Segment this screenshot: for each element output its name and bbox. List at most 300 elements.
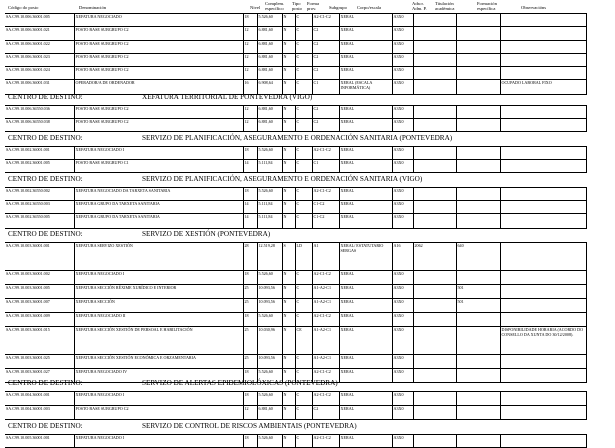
cell-complemento: 10.093,56 [257, 285, 282, 299]
cell-denominacion: POSTO BASE SUBGRUPO C2 [74, 106, 243, 119]
cell-complemento: 10.093,56 [257, 355, 282, 369]
cell-titulacion [413, 106, 456, 119]
cell-subgrupo: C2 [312, 27, 339, 41]
cell-nivel: 12 [243, 27, 257, 41]
cell-observacions [500, 27, 586, 41]
cell-titulacion [413, 355, 456, 369]
cell-nivel: 18 [243, 14, 257, 27]
cell-titulacion [413, 201, 456, 214]
table-row [5, 214, 586, 229]
cell-nivel: 12 [243, 106, 257, 119]
section-label: CENTRO DE DESTINO: [8, 93, 83, 101]
table-row [5, 14, 586, 27]
cell-tipo: N [282, 67, 295, 80]
cell-formacion [456, 201, 500, 214]
cell-adscr: A3X0 [392, 119, 413, 132]
cell-nivel: 14 [243, 160, 257, 173]
cell-forma: C [295, 27, 312, 41]
cell-code: SA.C99.10.006.36001.031 [5, 80, 74, 95]
cell-adscr: A3X0 [392, 435, 413, 448]
header-observacions: Observacións [521, 5, 547, 10]
cell-code: SA.C99.10.003.36001.025 [5, 355, 74, 369]
cell-titulacion [413, 188, 456, 201]
cell-titulacion [413, 327, 456, 355]
positions-table [5, 391, 587, 420]
cell-adscr: A3X0 [392, 271, 413, 285]
section-label: CENTRO DE DESTINO: [8, 175, 83, 183]
table-row [5, 147, 586, 160]
cell-code: SA.C99.10.002.36550.002 [5, 188, 74, 201]
cell-code: SA.C99.10.004.36001.003 [5, 406, 74, 420]
cell-nivel: 25 [243, 285, 257, 299]
table-row [5, 271, 586, 285]
cell-code: SA.C99.10.003.36001.007 [5, 299, 74, 313]
cell-complemento: 10.030,96 [257, 327, 282, 355]
table-row [5, 392, 586, 406]
cell-adscr: A3X0 [392, 299, 413, 313]
header-forma: Forma prov. [307, 1, 319, 12]
cell-observacions [500, 214, 586, 229]
cell-formacion: 640 [456, 243, 500, 271]
cell-observacions [500, 392, 586, 406]
cell-code: SA.C99.10.006.36001.023 [5, 54, 74, 67]
cell-subgrupo: A2-C1-C2 [312, 435, 339, 448]
cell-code: SA.C99.10.003.36001.001 [5, 243, 74, 271]
cell-complemento: 6.881,60 [257, 406, 282, 420]
cell-denominacion: XEFATURA NEGOCIADO DA TARXETA SANITARIA [74, 188, 243, 201]
cell-code: SA.C99.10.003.36001.009 [5, 313, 74, 327]
cell-tipo: N [282, 285, 295, 299]
cell-formacion [456, 313, 500, 327]
cell-denominacion: XEFATURA SERVIZO XESTIÓN [74, 243, 243, 271]
cell-denominacion: POSTO BASE SUBGRUPO C1 [74, 160, 243, 173]
cell-formacion [456, 41, 500, 54]
cell-formacion [456, 188, 500, 201]
cell-complemento: 6.881,60 [257, 119, 282, 132]
table-row [5, 119, 586, 132]
cell-code: SA.C99.10.003.36001.002 [5, 271, 74, 285]
cell-complemento: 6.881,60 [257, 106, 282, 119]
section-header [5, 133, 611, 144]
cell-denominacion: POSTO BASE SUBGRUPO C2 [74, 67, 243, 80]
cell-adscr: A3X0 [392, 54, 413, 67]
cell-observacions [500, 14, 586, 27]
cell-denominacion: XEFATURA NEGOCIADO I [74, 392, 243, 406]
cell-observacions [500, 119, 586, 132]
cell-formacion [456, 406, 500, 420]
section-title: SERVIZO DE PLANIFICACIÓN, ASEGURAMENTO E ORDENACIÓN SANITARIA (VIGO) [142, 175, 423, 183]
cell-formacion [456, 147, 500, 160]
cell-complemento: 5.111,84 [257, 201, 282, 214]
cell-nivel: 12 [243, 119, 257, 132]
cell-tipo: N [282, 271, 295, 285]
cell-tipo: N [282, 313, 295, 327]
cell-formacion [456, 271, 500, 285]
cell-titulacion [413, 54, 456, 67]
cell-corpo: XERAL [339, 355, 392, 369]
table-row [5, 160, 586, 173]
cell-corpo: XERAL [339, 14, 392, 27]
cell-code: SA.C99.10.002.36001.001 [5, 147, 74, 160]
table-row [5, 41, 586, 54]
cell-tipo: N [282, 147, 295, 160]
cell-forma: C [295, 355, 312, 369]
cell-forma: C [295, 119, 312, 132]
cell-complemento: 6.881,60 [257, 27, 282, 41]
section-title: XEFATURA TERRITORIAL DE PONTEVEDRA (VIGO) [142, 93, 313, 101]
cell-observacions [500, 285, 586, 299]
cell-subgrupo: A1-A2-C1 [312, 285, 339, 299]
table-row [5, 243, 586, 271]
cell-complemento: 5.526,60 [257, 271, 282, 285]
section-title: SERVIZO DE XESTIÓN (PONTEVEDRA) [142, 230, 271, 238]
cell-adscr: A3X0 [392, 188, 413, 201]
cell-titulacion [413, 406, 456, 420]
cell-subgrupo: C2 [312, 106, 339, 119]
cell-tipo: N [282, 54, 295, 67]
cell-tipo: N [282, 369, 295, 383]
cell-observacions [500, 435, 586, 448]
header-corpo: Corpo/escala [357, 5, 381, 10]
cell-denominacion: XEFATURA SECCIÓN XESTIÓN ECONÓMICA E ORZAMENTARIA [74, 355, 243, 369]
table-row [5, 327, 586, 355]
cell-tipo: N [282, 80, 295, 95]
cell-corpo: XERAL [339, 313, 392, 327]
cell-code: SA.C99.10.002.36550.005 [5, 214, 74, 229]
cell-observacions [500, 271, 586, 285]
cell-nivel: 18 [243, 435, 257, 448]
cell-complemento: 6.881,60 [257, 54, 282, 67]
cell-denominacion: XEFATURA SECCIÓN [74, 299, 243, 313]
cell-corpo: XERAL [339, 214, 392, 229]
cell-denominacion: XEFATURA NEGOCIADO [74, 14, 243, 27]
cell-observacions [500, 313, 586, 327]
cell-denominacion: POSTO BASE SUBGRUPO C2 [74, 41, 243, 54]
cell-nivel: 18 [243, 369, 257, 383]
table-row [5, 106, 586, 119]
cell-nivel: 18 [243, 271, 257, 285]
cell-nivel: 14 [243, 214, 257, 229]
cell-titulacion [413, 271, 456, 285]
cell-complemento: 5.526,60 [257, 435, 282, 448]
cell-observacions [500, 106, 586, 119]
header-adscr: Adscr. Adm. P. [412, 1, 427, 12]
cell-nivel: 25 [243, 327, 257, 355]
cell-corpo: XERAL [339, 188, 392, 201]
cell-corpo: XERAL [339, 106, 392, 119]
cell-complemento: 5.526,60 [257, 313, 282, 327]
table-row [5, 406, 586, 420]
cell-forma: C [295, 271, 312, 285]
cell-formacion [456, 160, 500, 173]
cell-tipo: S [282, 243, 295, 271]
cell-subgrupo: A2-C1-C2 [312, 188, 339, 201]
cell-complemento: 6.881,60 [257, 67, 282, 80]
cell-subgrupo: C1-C2 [312, 214, 339, 229]
cell-subgrupo: C2 [312, 41, 339, 54]
section-title: SERVIZO DE CONTROL DE RISCOS AMBIENTAIS (PONTEVEDRA) [142, 422, 357, 430]
cell-complemento: 5.111,84 [257, 160, 282, 173]
cell-formacion [456, 392, 500, 406]
positions-table [5, 13, 587, 95]
cell-nivel: 18 [243, 188, 257, 201]
section-label: CENTRO DE DESTINO: [8, 422, 83, 430]
cell-tipo: N [282, 327, 295, 355]
cell-formacion [456, 27, 500, 41]
cell-complemento: 5.526,60 [257, 14, 282, 27]
section-label: CENTRO DE DESTINO: [8, 134, 83, 142]
positions-table [5, 105, 587, 132]
cell-subgrupo: A2-C1-C2 [312, 147, 339, 160]
header-denominacion: Denominación [79, 5, 107, 10]
positions-table [5, 434, 587, 448]
cell-observacions [500, 406, 586, 420]
cell-titulacion [413, 27, 456, 41]
cell-observacions [500, 243, 586, 271]
cell-adscr: A3X0 [392, 355, 413, 369]
cell-adscr: A3X0 [392, 14, 413, 27]
cell-forma: C [295, 41, 312, 54]
cell-code: SA.C99.10.003.36001.005 [5, 285, 74, 299]
cell-forma: C [295, 160, 312, 173]
cell-nivel: 12 [243, 54, 257, 67]
cell-formacion [456, 14, 500, 27]
cell-subgrupo: C2 [312, 54, 339, 67]
cell-subgrupo: A1-A2-C1 [312, 327, 339, 355]
cell-forma: C [295, 406, 312, 420]
cell-corpo: XERAL [339, 201, 392, 214]
cell-forma: C [295, 14, 312, 27]
cell-subgrupo: A2-C1-C2 [312, 14, 339, 27]
table-row [5, 435, 586, 448]
cell-corpo: XERAL [339, 392, 392, 406]
cell-complemento: 12.519,28 [257, 243, 282, 271]
table-row [5, 67, 586, 80]
cell-adscr: A3X0 [392, 80, 413, 95]
cell-denominacion: POSTO BASE SUBGRUPO C2 [74, 119, 243, 132]
cell-nivel: 16 [243, 80, 257, 95]
cell-observacions [500, 160, 586, 173]
cell-tipo: N [282, 14, 295, 27]
cell-denominacion: OPERADOR/A DE ORDENADOR [74, 80, 243, 95]
cell-corpo: XERAL [339, 369, 392, 383]
cell-formacion [456, 106, 500, 119]
cell-nivel: 12 [243, 67, 257, 80]
header-nivel: Nivel [250, 5, 261, 10]
cell-forma: C [295, 313, 312, 327]
cell-nivel: 18 [243, 313, 257, 327]
cell-forma: C [295, 188, 312, 201]
cell-titulacion [413, 299, 456, 313]
cell-corpo: XERAL/ ESTATUTARIO SERGAS [339, 243, 392, 271]
section-header [5, 174, 611, 185]
cell-observacions: DISPONIBILIDADE HORARIA (ACORDO DO CONSELLO DA XUNTA DO 30/12/2008). [500, 327, 586, 355]
cell-subgrupo: C2 [312, 406, 339, 420]
cell-corpo: XERAL [339, 147, 392, 160]
cell-code: SA.C99.10.004.36001.001 [5, 392, 74, 406]
cell-nivel: 12 [243, 406, 257, 420]
cell-adscr: A3X0 [392, 106, 413, 119]
cell-adscr: A3X0 [392, 392, 413, 406]
cell-denominacion: POSTO BASE SUBGRUPO C2 [74, 54, 243, 67]
cell-observacions [500, 201, 586, 214]
positions-table [5, 187, 587, 229]
cell-titulacion [413, 147, 456, 160]
header-formacion: Formación específica [477, 1, 497, 12]
cell-formacion: 501 [456, 299, 500, 313]
section-label: CENTRO DE DESTINO: [8, 379, 83, 387]
cell-corpo: XERAL [339, 285, 392, 299]
cell-corpo: XERAL [339, 119, 392, 132]
section-title: SERVIZO DE ALERTAS EPIDEMIOLÓXICAS (PONTEVEDRA) [142, 379, 338, 387]
table-row [5, 285, 586, 299]
cell-forma: C [295, 147, 312, 160]
cell-forma: C [295, 214, 312, 229]
header-complemento: Complem. específico [265, 1, 285, 12]
section-header [5, 92, 611, 103]
cell-observacions [500, 188, 586, 201]
cell-formacion [456, 119, 500, 132]
cell-adscr: A16 [392, 243, 413, 271]
cell-nivel: 18 [243, 147, 257, 160]
cell-titulacion [413, 214, 456, 229]
section-label: CENTRO DE DESTINO: [8, 230, 83, 238]
cell-subgrupo: C1 [312, 80, 339, 95]
cell-formacion [456, 54, 500, 67]
table-row [5, 313, 586, 327]
cell-denominacion: XEFATURA NEGOCIADO I [74, 147, 243, 160]
cell-corpo: XERAL (ESCALA INFORMÁTICA) [339, 80, 392, 95]
cell-tipo: N [282, 214, 295, 229]
cell-adscr: A3X0 [392, 67, 413, 80]
cell-forma: C [295, 54, 312, 67]
cell-nivel: 28 [243, 243, 257, 271]
cell-forma: C [295, 369, 312, 383]
cell-adscr: A3X0 [392, 201, 413, 214]
table-row [5, 355, 586, 369]
cell-tipo: N [282, 188, 295, 201]
cell-forma: C [295, 435, 312, 448]
cell-adscr: A3X0 [392, 147, 413, 160]
cell-titulacion [413, 14, 456, 27]
cell-tipo: N [282, 106, 295, 119]
cell-forma: CE [295, 327, 312, 355]
cell-tipo: N [282, 435, 295, 448]
cell-subgrupo: A2-C1-C2 [312, 392, 339, 406]
cell-code: SA.C99.10.006.36001.021 [5, 27, 74, 41]
cell-corpo: XERAL [339, 54, 392, 67]
cell-code: SA.C99.10.006.36001.022 [5, 41, 74, 54]
cell-forma: C [295, 106, 312, 119]
cell-titulacion [413, 285, 456, 299]
cell-tipo: N [282, 160, 295, 173]
cell-tipo: N [282, 299, 295, 313]
cell-denominacion: XEFATURA NEGOCIADO II [74, 313, 243, 327]
cell-complemento: 5.526,60 [257, 188, 282, 201]
cell-adscr: A3X0 [392, 369, 413, 383]
cell-formacion [456, 67, 500, 80]
cell-nivel: 14 [243, 201, 257, 214]
cell-subgrupo: C2 [312, 67, 339, 80]
cell-corpo: XERAL [339, 41, 392, 54]
cell-denominacion: POSTO BASE SUBGRUPO C2 [74, 406, 243, 420]
cell-titulacion [413, 160, 456, 173]
cell-titulacion [413, 67, 456, 80]
cell-complemento: 5.526,60 [257, 392, 282, 406]
header-titulacion: Titulación académica [435, 1, 455, 12]
table-row [5, 201, 586, 214]
cell-code: SA.C99.10.002.36550.003 [5, 201, 74, 214]
cell-observacions [500, 355, 586, 369]
cell-tipo: N [282, 355, 295, 369]
cell-subgrupo: A1-A2-C1 [312, 299, 339, 313]
cell-formacion [456, 327, 500, 355]
cell-subgrupo: A1-A2-C1 [312, 355, 339, 369]
cell-corpo: XERAL [339, 327, 392, 355]
cell-complemento: 5.526,60 [257, 369, 282, 383]
cell-forma: C [295, 392, 312, 406]
cell-formacion [456, 435, 500, 448]
cell-corpo: XERAL [339, 406, 392, 420]
cell-adscr: A3X0 [392, 27, 413, 41]
cell-adscr: A3X0 [392, 327, 413, 355]
cell-complemento: 5.526,60 [257, 147, 282, 160]
cell-denominacion: XEFATURA GRUPO DA TARXETA SANITARIA [74, 201, 243, 214]
cell-denominacion: POSTO BASE SUBGRUPO C2 [74, 27, 243, 41]
cell-titulacion [413, 435, 456, 448]
cell-denominacion: XEFATURA GRUPO DA TARXETA SANITARIA [74, 214, 243, 229]
section-title: SERVIZO DE PLANIFICACIÓN, ASEGURAMENTO E ORDENACIÓN SANITARIA (PONTEVEDRA) [142, 134, 453, 142]
cell-observacions [500, 147, 586, 160]
cell-code: SA.C99.10.003.36001.015 [5, 327, 74, 355]
section-header [5, 421, 611, 432]
cell-adscr: A3X0 [392, 41, 413, 54]
section-header [5, 378, 611, 389]
cell-formacion [456, 355, 500, 369]
cell-corpo: XERAL [339, 67, 392, 80]
cell-code: SA.C99.10.006.36550.036 [5, 106, 74, 119]
cell-observacions [500, 41, 586, 54]
cell-formacion [456, 214, 500, 229]
header-tipo: Tipo posto [292, 1, 302, 12]
cell-corpo: XERAL [339, 435, 392, 448]
cell-observacions [500, 67, 586, 80]
cell-forma: C [295, 67, 312, 80]
cell-observacions: OCUPADO LABORAL FIXO [500, 80, 586, 95]
table-row [5, 188, 586, 201]
cell-subgrupo: A2-C1-C2 [312, 271, 339, 285]
cell-complemento: 10.093,56 [257, 299, 282, 313]
cell-forma: C [295, 80, 312, 95]
cell-denominacion: XEFATURA NEGOCIADO I [74, 435, 243, 448]
cell-titulacion [413, 313, 456, 327]
cell-subgrupo: A2-C1-C2 [312, 313, 339, 327]
table-row [5, 27, 586, 41]
cell-nivel: 12 [243, 41, 257, 54]
cell-complemento: 6.881,60 [257, 41, 282, 54]
cell-tipo: N [282, 201, 295, 214]
cell-forma: C [295, 201, 312, 214]
cell-corpo: XERAL [339, 27, 392, 41]
cell-code: SA.C99.10.006.36001.005 [5, 14, 74, 27]
cell-adscr: A3X0 [392, 160, 413, 173]
cell-tipo: N [282, 27, 295, 41]
header-subgrupo: Subgrupo [329, 5, 347, 10]
cell-adscr: A3X0 [392, 406, 413, 420]
cell-code: SA.C99.10.002.36001.005 [5, 160, 74, 173]
positions-table [5, 242, 587, 383]
cell-complemento: 6.908,64 [257, 80, 282, 95]
